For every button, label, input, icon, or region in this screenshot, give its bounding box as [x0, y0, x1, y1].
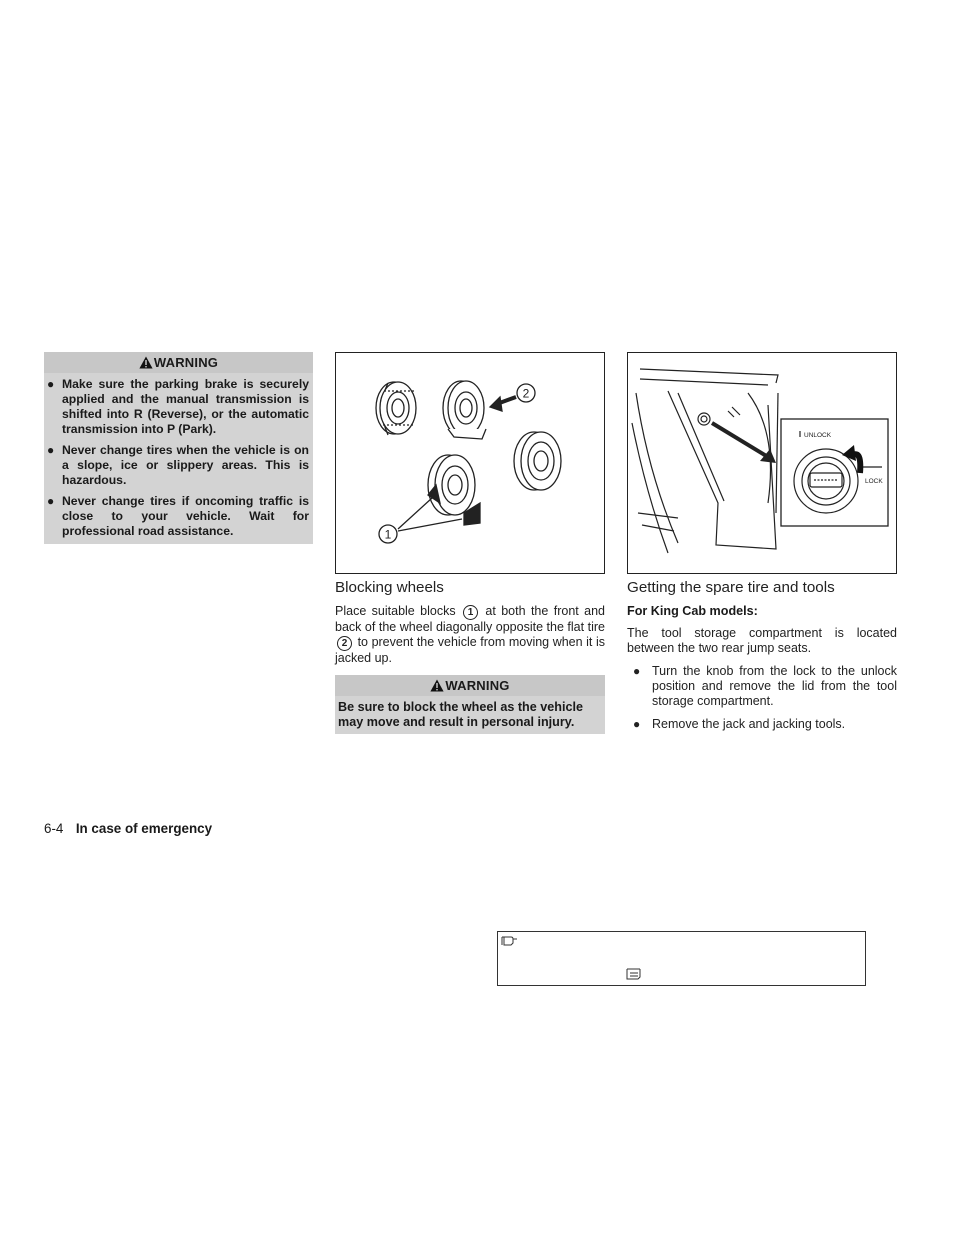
- lock-label: LOCK: [865, 478, 883, 485]
- warning-item: ● Never change tires if oncoming traffic is close to your vehicle. Wait for professional road assistance.: [47, 494, 309, 538]
- unlock-label: UNLOCK: [804, 432, 832, 439]
- navigation-box: [497, 931, 866, 986]
- warning-list: [44, 373, 313, 543]
- tire-icon: [428, 455, 480, 525]
- spare-tire-steps: [627, 664, 897, 740]
- section-heading-spare-tire: Getting the spare tire and tools: [627, 579, 835, 596]
- wheel-blocks-illustration: [336, 353, 604, 573]
- tire-icon: [514, 432, 561, 490]
- list-item: ● Remove the jack and jacking tools.: [633, 717, 846, 731]
- figure-blocking-wheels: [335, 352, 605, 574]
- tire-icon: [443, 381, 486, 439]
- figure-callout-2: 2: [522, 386, 530, 401]
- bullet-icon: ●: [633, 664, 641, 678]
- spare-tire-intro: The tool storage compartment is located between the two rear jump seats.: [627, 626, 897, 655]
- figure-spare-tire: [627, 352, 897, 574]
- warning-box-left: [44, 352, 313, 544]
- warning-text: Be sure to block the wheel as the vehicle may move and result in personal injury.: [338, 700, 583, 729]
- tire-icon: [376, 382, 416, 435]
- callout-1-icon: 1: [463, 605, 478, 620]
- warning-box-middle: [335, 675, 605, 734]
- callout-2-icon: 2: [337, 636, 352, 651]
- warning-item: ● Never change tires when the vehicle is on a slope, ice or slippery areas. This is hazardous.: [47, 443, 309, 487]
- page-number: 6-4: [44, 821, 64, 836]
- bullet-icon: ●: [47, 377, 55, 391]
- list-item: ● Turn the knob from the lock to the unlock position and remove the lid from the tool storage compartment.: [633, 664, 897, 708]
- warning-triangle-icon: [430, 677, 444, 698]
- page-footer: [44, 820, 212, 838]
- warning-item: ● Make sure the parking brake is securely applied and the manual transmission is shifted into R (Reverse), or the automatic transmission into P (Park).: [47, 377, 309, 436]
- blocking-wheels-text: Place suitable blocks 1 at both the front and back of the wheel diagonally opposite the flat tire 2 to prevent the vehicle from moving when it is jacked up.: [335, 604, 605, 665]
- warning-heading-left: [44, 352, 313, 373]
- bullet-icon: ●: [47, 494, 55, 508]
- figure-callout-1: 1: [384, 527, 392, 542]
- bullet-icon: ●: [47, 443, 55, 457]
- bullet-icon: ●: [633, 717, 641, 731]
- tool-compartment-illustration: [628, 353, 896, 573]
- warning-heading-middle: [335, 675, 605, 696]
- pointing-hand-icon[interactable]: [626, 967, 644, 986]
- section-title: In case of emergency: [75, 821, 213, 836]
- warning-triangle-icon: [139, 354, 153, 375]
- section-heading-blocking-wheels: Blocking wheels: [335, 579, 444, 596]
- subheading-king-cab: For King Cab models:: [627, 604, 758, 618]
- warning-heading-text: WARNING: [445, 678, 510, 693]
- warning-heading-text: WARNING: [153, 355, 219, 370]
- pointing-hand-icon[interactable]: [501, 933, 519, 952]
